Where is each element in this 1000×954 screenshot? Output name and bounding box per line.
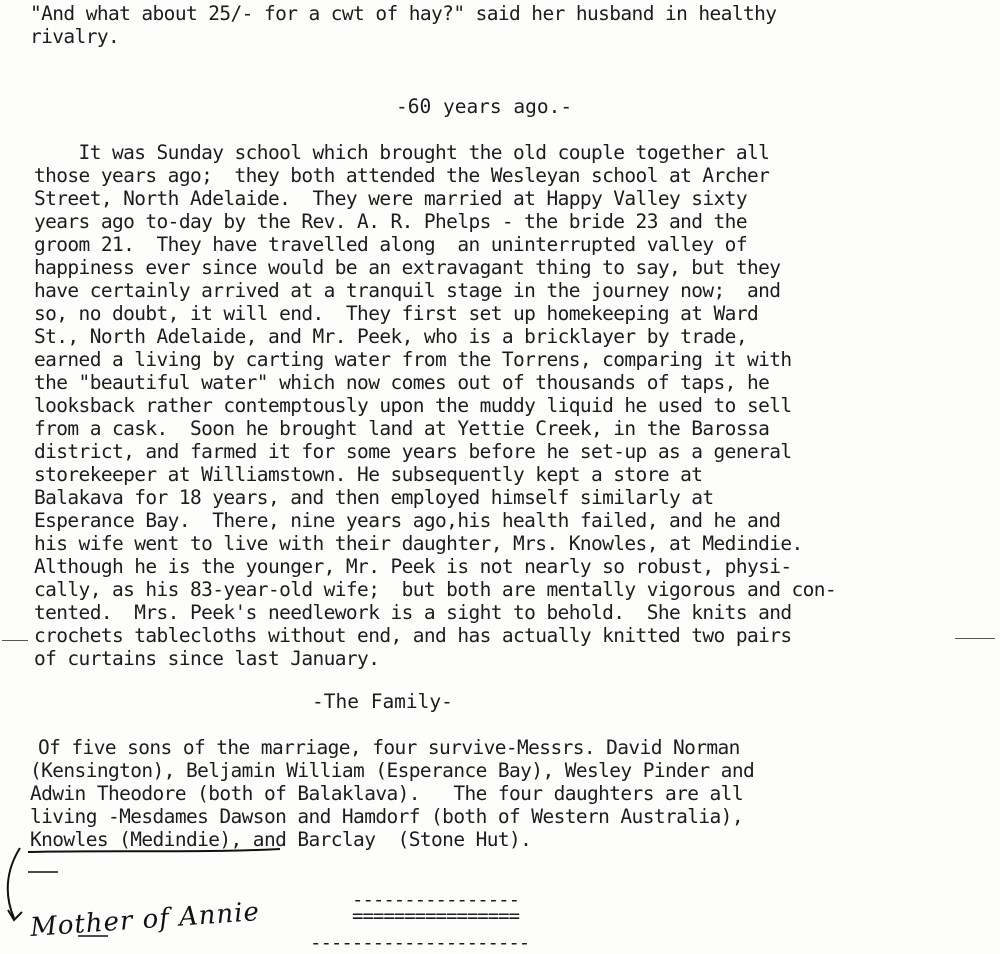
paragraph-line: storekeeper at Williamstown. He subsequently kept a store at (34, 463, 703, 486)
paragraph-line: Esperance Bay. There, nine years ago,his health failed, and he and (34, 509, 781, 532)
paragraph-line: have certainly arrived at a tranquil stage in the journey now; and (34, 279, 781, 302)
paragraph-line: St., North Adelaide, and Mr. Peek, who is a bricklayer by trade, (34, 325, 747, 348)
paragraph-line: looksback rather contemptously upon the muddy liquid he used to sell (34, 394, 792, 417)
paragraph-line: years ago to-day by the Rev. A. R. Phelps - the bride 23 and the (34, 210, 747, 233)
paragraph-line: Although he is the younger, Mr. Peek is not nearly so robust, physi- (34, 555, 792, 578)
paragraph-line: Of five sons of the marriage, four survive-Messrs. David Norman (38, 736, 740, 759)
paragraph-line: Adwin Theodore (both of Balaklava). The four daughters are all (30, 782, 743, 805)
paragraph-line: tented. Mrs. Peek's needlework is a sight to behold. She knits and (34, 601, 792, 624)
section-heading-the-family: -The Family- (312, 690, 453, 713)
paragraph-line: (Kensington), Beljamin William (Esperance Bay), Wesley Pinder and (30, 759, 755, 782)
paragraph-line: earned a living by carting water from the Torrens, comparing it with (34, 348, 792, 371)
paragraph-line: from a cask. Soon he brought land at Yettie Creek, in the Barossa (34, 417, 770, 440)
document-line-top-2: rivalry. (30, 25, 120, 48)
paragraph-line: so, no doubt, it will end. They first set up homekeeping at Ward (34, 302, 759, 325)
paragraph-line: cally, as his 83-year-old wife; but both are mentally vigorous and con- (34, 578, 837, 601)
arrow-head-icon (8, 910, 22, 920)
paragraph-line: It was Sunday school which brought the old couple together all (34, 141, 770, 164)
stray-mark (955, 638, 995, 639)
paragraph-line: the "beautiful water" which now comes out of thousands of taps, he (34, 371, 770, 394)
section-heading-60-years-ago: -60 years ago.- (396, 95, 573, 118)
stray-mark (2, 640, 28, 641)
paragraph-line: happiness ever since would be an extravagant thing to say, but they (34, 256, 781, 279)
document-line-top-1: "And what about 25/- for a cwt of hay?" said her husband in healthy (30, 2, 777, 25)
paragraph-line: his wife went to live with their daughter, Mrs. Knowles, at Medindie. (34, 532, 803, 555)
paragraph-line: those years ago; they both attended the Wesleyan school at Archer (34, 164, 770, 187)
paragraph-line: Balakava for 18 years, and then employed himself similarly at (34, 486, 714, 509)
handwritten-bracket (8, 848, 20, 918)
paragraph-line: of curtains since last January. (34, 647, 380, 670)
paragraph-line: Street, North Adelaide. They were married at Happy Valley sixty (34, 187, 747, 210)
handwritten-note: Mother of Annie (29, 897, 261, 943)
paragraph-line: Knowles (Medindie), and Barclay (Stone Hut). (30, 828, 532, 851)
separator-rule-dashed-long: --------------------- (310, 932, 530, 954)
paragraph-line: groom 21. They have travelled along an uninterrupted valley of (34, 233, 747, 256)
paragraph-line: living -Mesdames Dawson and Hamdorf (both of Western Australia), (30, 805, 743, 828)
paragraph-line: crochets tablecloths without end, and has actually knitted two pairs (34, 624, 792, 647)
separator-rule-double: ================ (352, 905, 520, 927)
separator-rule-dashed: ---------------- (352, 889, 520, 911)
paragraph-line: district, and farmed it for some years before he set-up as a general (34, 440, 792, 463)
